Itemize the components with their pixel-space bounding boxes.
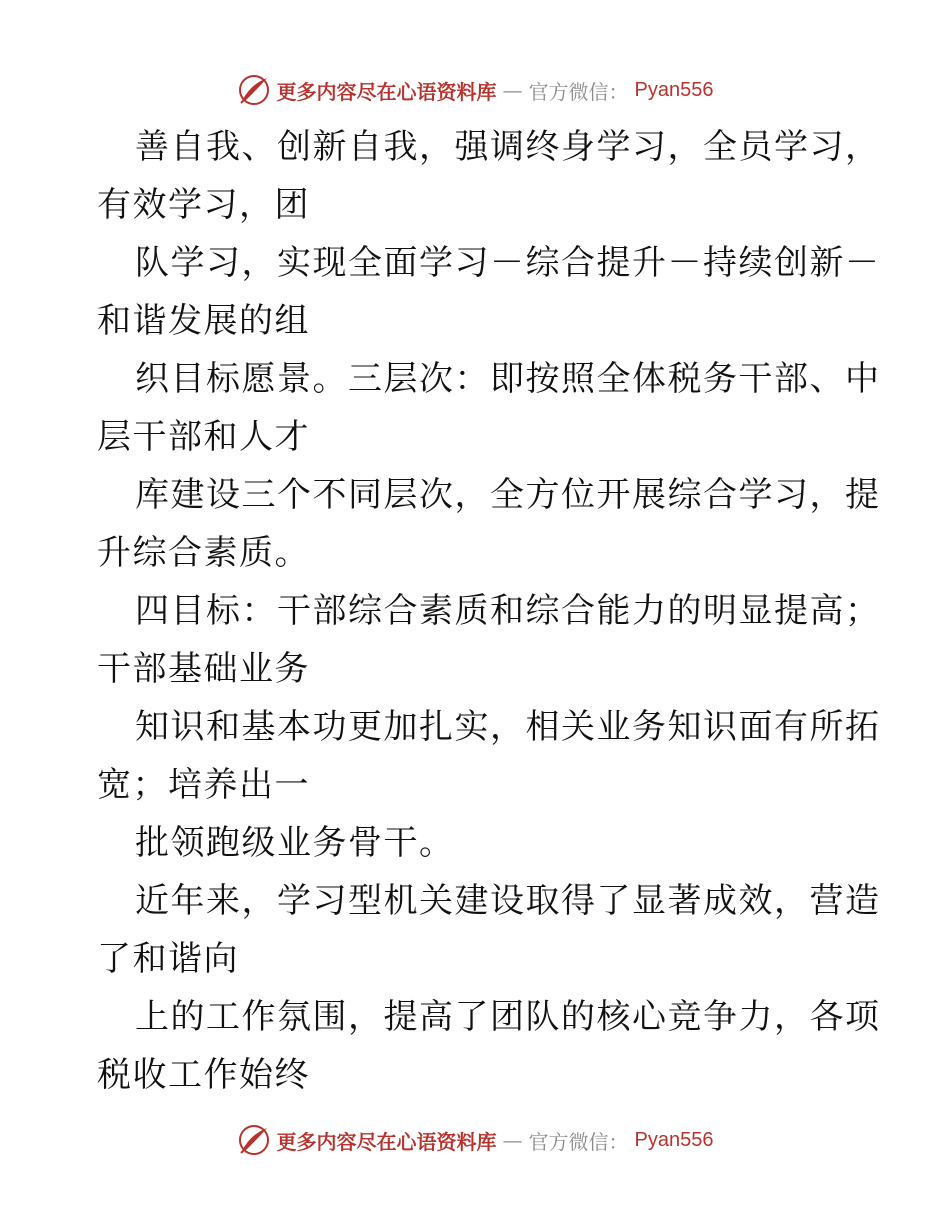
body-line: 升综合素质。: [97, 533, 310, 573]
body-line: 批领跑级业务骨干。: [135, 823, 455, 863]
body-line: 税收工作始终: [97, 1055, 310, 1095]
body-line: 上的工作氛围，提高了团队的核心竞争力，各项: [135, 997, 881, 1037]
header-watermark: [0, 70, 950, 110]
body-line: 织目标愿景。三层次：即按照全体税务干部、中: [135, 359, 881, 399]
body-line: 宽；培养出一: [97, 765, 310, 805]
body-line: 层干部和人才: [97, 417, 310, 457]
quill-logo-icon: [237, 1123, 271, 1157]
footer-wechat-label: 官方微信：: [528, 1129, 629, 1154]
footer-separator: —: [502, 1128, 523, 1152]
header-separator: —: [502, 78, 523, 102]
body-line: 知识和基本功更加扎实，相关业务知识面有所拓: [135, 707, 881, 747]
body-line: 干部基础业务: [97, 649, 310, 689]
document-body: [97, 118, 881, 1104]
footer-watermark: [0, 1120, 950, 1160]
body-line: 队学习，实现全面学习－综合提升－持续创新－: [135, 243, 881, 283]
header-site-text: 更多内容尽在心语资料库: [276, 79, 497, 104]
body-line: 四目标：干部综合素质和综合能力的明显提高；: [135, 591, 881, 631]
quill-logo-icon: [237, 73, 271, 107]
body-line: 有效学习，团: [97, 185, 310, 225]
body-line: 近年来，学习型机关建设取得了显著成效，营造: [135, 881, 881, 921]
footer-site-text: 更多内容尽在心语资料库: [276, 1129, 497, 1154]
header-wechat-id: Pyan556: [634, 78, 714, 101]
body-line: 库建设三个不同层次，全方位开展综合学习，提: [135, 475, 881, 515]
body-line: 了和谐向: [97, 939, 239, 979]
header-wechat-label: 官方微信：: [528, 79, 629, 104]
body-line: 和谐发展的组: [97, 301, 310, 341]
body-line: 善自我、创新自我，强调终身学习，全员学习，: [135, 127, 881, 167]
footer-wechat-id: Pyan556: [634, 1128, 714, 1151]
